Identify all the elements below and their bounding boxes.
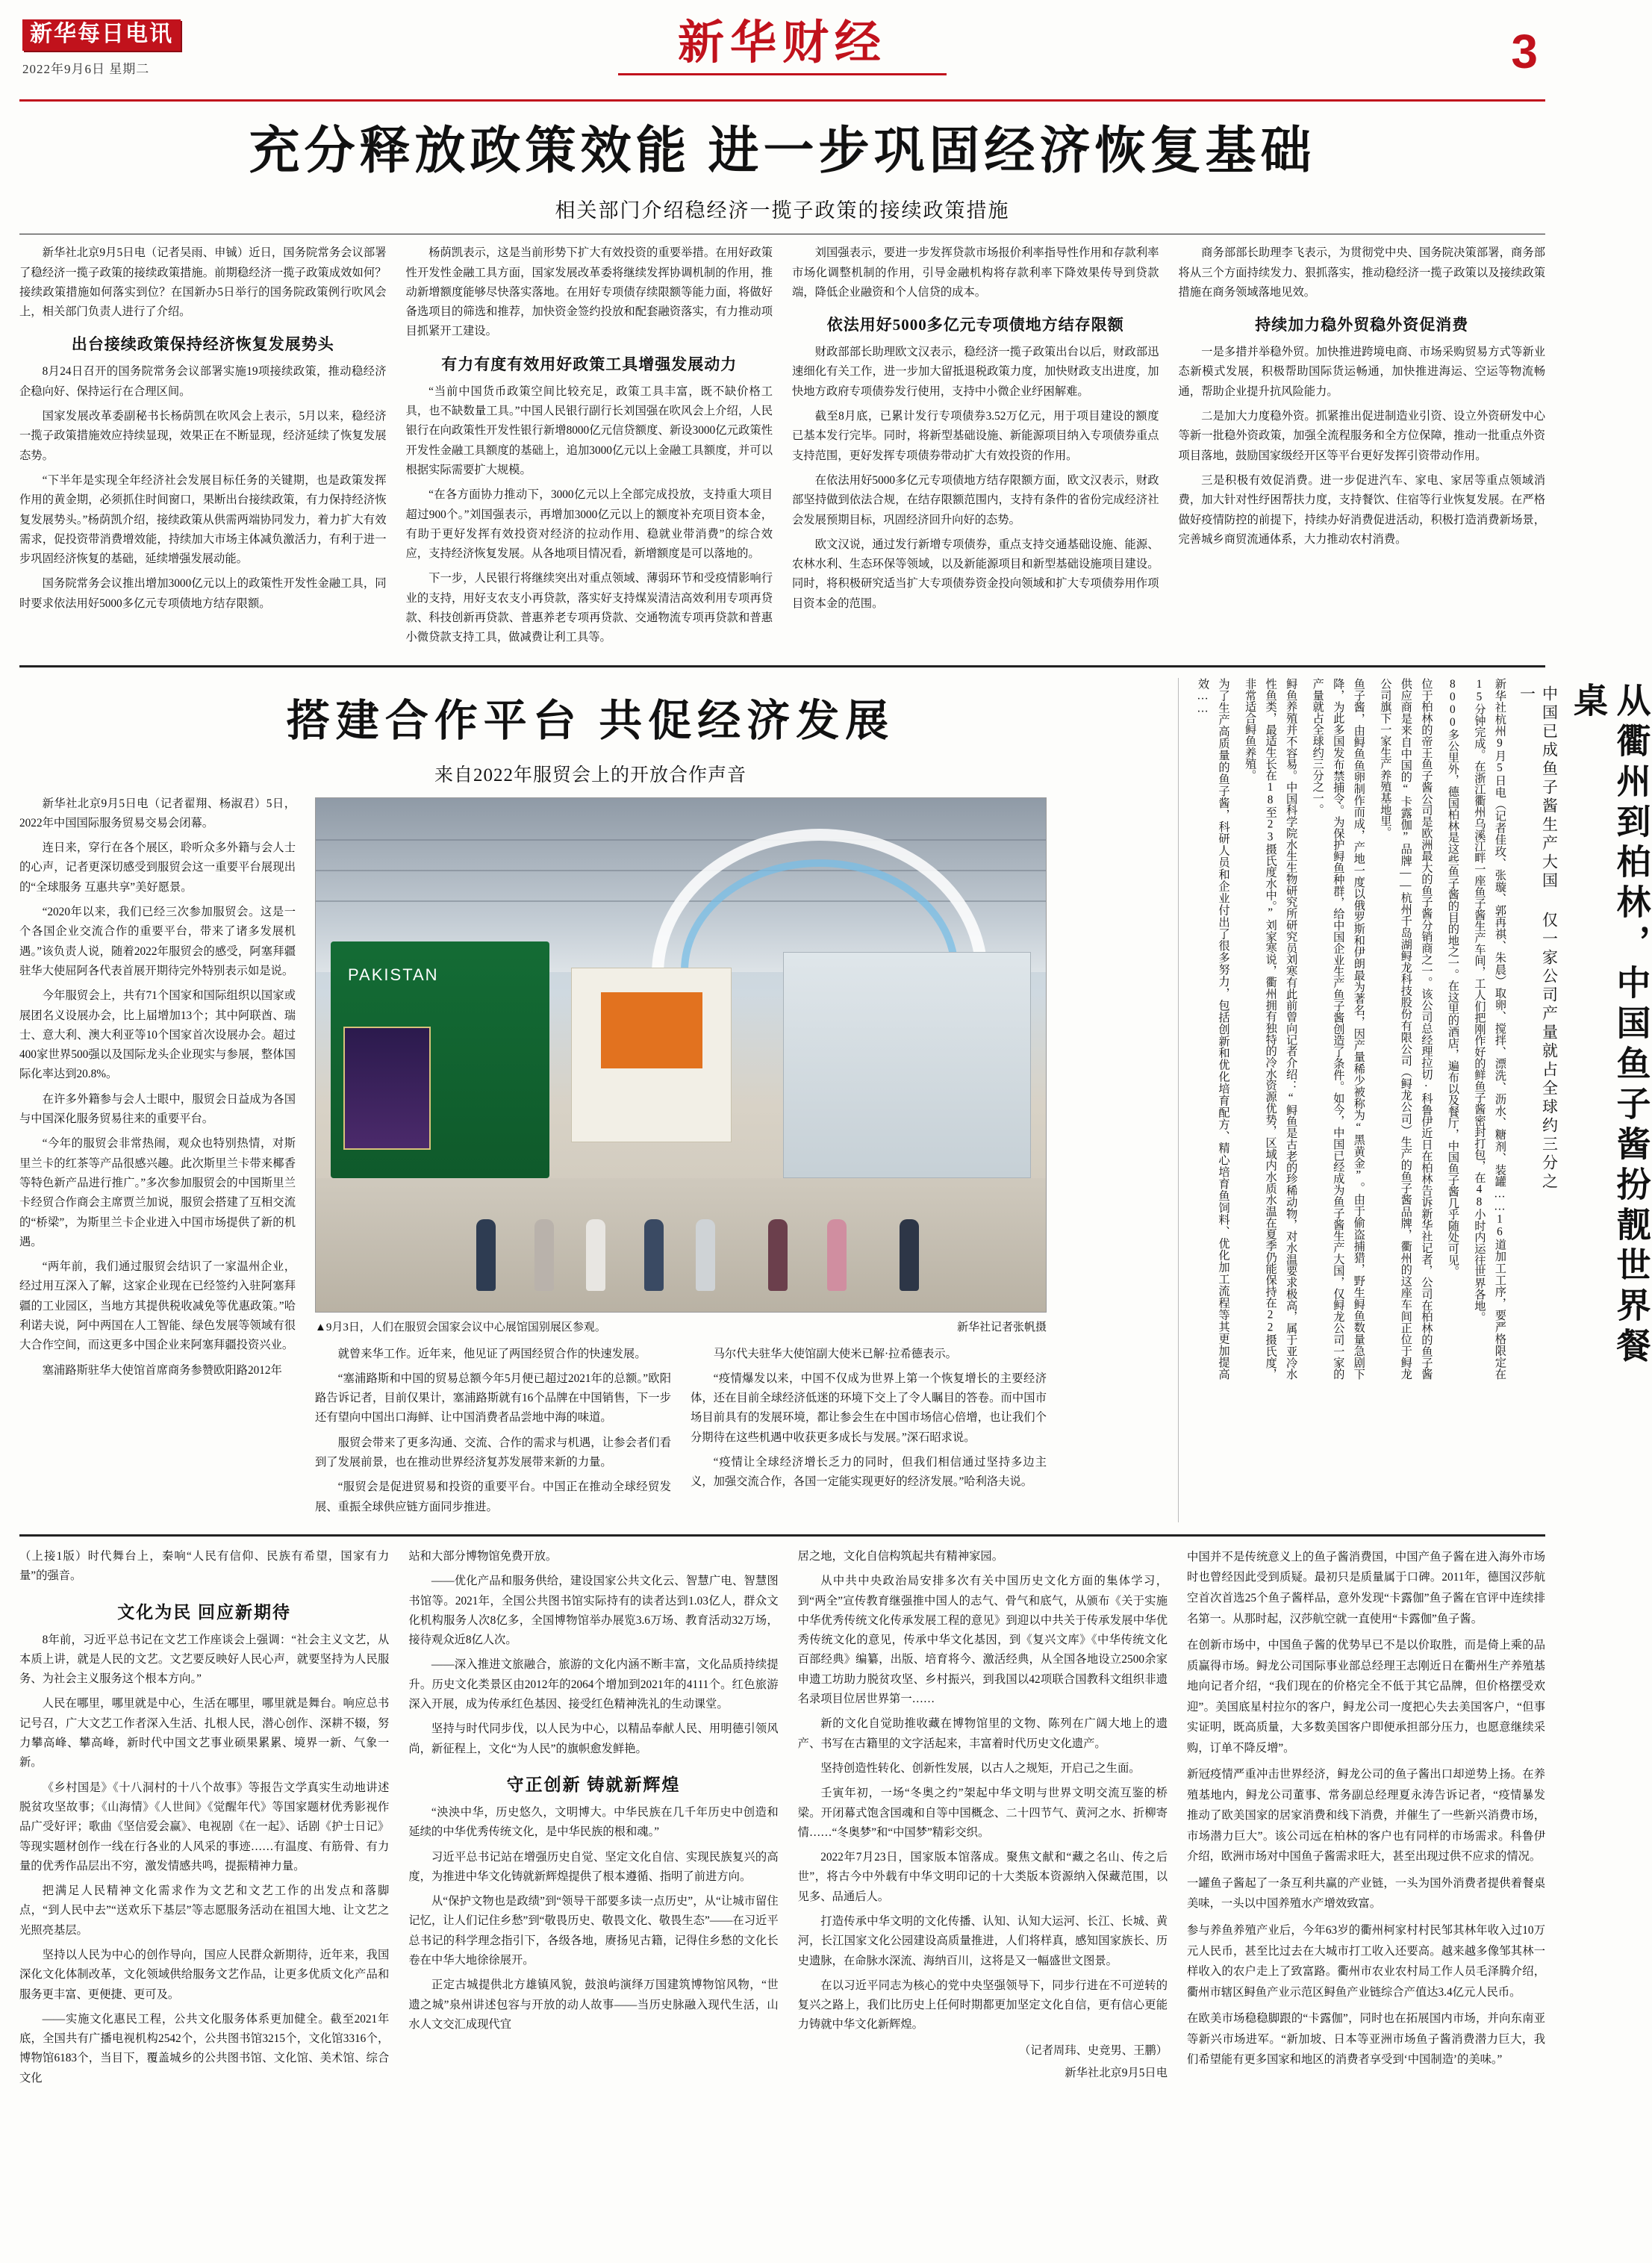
paragraph: “疫情让全球经济增长乏力的同时，但我们相信通过坚持多边主义，加强交流合作，各国一定能实现更好的经济发展。”哈利洛夫说。 [691, 1456, 1047, 1489]
paragraph: 鱼子酱，由鲟鱼鱼卵制作而成，产地一度以俄罗斯和伊朗最为著名，因产量稀少被称为“黑黄金”。由于偷盗捕猎，野生鲟鱼数量急剧下降，为此多国发布禁捕令。为保护鲟鱼种群，给中国企业生产鱼子酱创造了条件。如今，中国已经成为鱼子酱生产大国，仅鲟龙公司一家的产量就占全球约三分之一。 [1311, 677, 1365, 1380]
photo-truss [316, 839, 1046, 841]
paragraph: 位于柏林的帝王鱼子酱公司是欧洲最大的鱼子酱分销商之一。该公司总经理拉切·科鲁伊近日在柏林告诉新华社记者，公司在柏林的鱼子酱供应商是来自中国的“卡露伽”品牌——杭州千岛湖鲟龙科技股份有限公司（鲟龙公司）生产的鱼子酱品牌，衢州的这座车间正位于鲟龙公司旗下一家生产养殖基地里。 [1378, 677, 1433, 1380]
lead-column-3 [792, 243, 1159, 653]
photo-caption-row [315, 1319, 1047, 1334]
bottom-column-1 [19, 1547, 389, 2094]
photo-visitor [900, 1219, 919, 1291]
bottom-column-3 [798, 1547, 1168, 2094]
byline-agency: 新华社北京9月5日电 [1065, 2066, 1168, 2079]
paragraph: 中国并不是传统意义上的鱼子酱消费国，中国产鱼子酱在进入海外市场时也曾经因此受到质疑。最初只是质量属于口碑。2011年，德国汉莎航空首次首选25个鱼子酱样品，意外发现“卡露伽”鱼子酱在官评中连续排名第一。从那时起，汉莎航空就一直使用“卡露伽”鱼子酱。 [1187, 1550, 1545, 1625]
photo-visitor [768, 1219, 788, 1291]
paragraph: 从“保护文物也是政绩”到“领导干部要多读一点历史”，从“让城市留住记忆，让人们记住乡愁”到“敬畏历史、敬畏文化、敬畏生态”——在习近平总书记的科学理念指引下，各级各地，赓扬见古籍，记得住乡愁的文化长卷在中华大地徐徐展开。 [408, 1895, 779, 1967]
subsection-heading: 依法用好5000多亿元专项债地方结存限额 [826, 316, 1124, 334]
continuation-note: （上接1版）时代舞台上，秦响“人民有信仰、民族有希望，国家有力量”的强音。 [19, 1549, 390, 1583]
paragraph: 在创新市场中，中国鱼子酱的优势早已不是以价取胜，而是倚上乘的品质赢得市场。鲟龙公司国际事业部总经理王志刚近日在衢州生产养殖基地向记者介绍，“我们现在的价格完全不低于其它品牌，但价格摆受欢迎”。美国底星村拉尔的客户，鲟龙公司一度把心失去美国客户，“但事实证明，既高质量，大多数美国客户即便承担部分压力，也愿意继续采购，订单不降反增”。 [1187, 1639, 1545, 1755]
divider [19, 1534, 1545, 1537]
paragraph: “疫情爆发以来，中国不仅成为世界上第一个恢复增长的主要经济体，还在目前全球经济低迷的环境下交上了令人瞩目的答卷。而中国市场目前具有的发展环境，都让参会生在中国市场信心倍增，也让我们个分期待在这些机遇中收获更多成长与发展。”深石昭求说。 [691, 1372, 1047, 1444]
photo-booth-middle [571, 968, 732, 1142]
paragraph: 站和大部分博物馆免费开放。 [408, 1549, 558, 1563]
paragraph: 从中共中央政治局安排多次有关中国历史文化方面的集体学习，到“两全”宣传教育继强推中国人的志气、骨气和底气，从颁布《关于实施中华优秀传统文化传承发展工程的意见》到迎以中共关于传承发展中华优秀传统文化的意见，传承中华文化基因，到《复兴文库》《中华传统文化百部经典》编纂，出版、培育将今、激活经典，从全国各地设立2500余家申遗工坊助力脱贫攻坚、乡村振兴，到我国以42项联合国教科文组织非遗名录项目位居世界第一…… [797, 1575, 1168, 1706]
bottom-section-heading: 文化为民 回应新期待 [117, 1602, 292, 1622]
paragraph: 把满足人民精神文化需求作为文艺和文艺工作的出发点和落脚点，“到人民中去”“送欢乐下基层”等志愿服务活动在祖国大地、让文艺之光照亮基层。 [19, 1884, 390, 1937]
paragraph: 一罐鱼子酱起了一条互利共赢的产业链，一头为国外消费者提供着餐桌美味，一头以中国养殖水产增效致富。 [1187, 1876, 1545, 1911]
paragraph: “下半年是实现全年经济社会发展目标任务的关键期，也是政策发挥作用的黄金期，必须抓住时间窗口，果断出台接续政策，有力保持经济恢复发展势头。”杨荫凯介绍，接续政策从供需两端协同发力，着力扩大有效需求，促投资带消费增效能，持续加大市场主体减负激活力，有利于进一步巩固经济恢复的基础，延续增强发展动能。 [19, 473, 387, 566]
paragraph: 正定古城提供北方雄镇风貌，鼓浪屿演绎万国建筑博物馆风物，“世遗之城”泉州讲述包容与开放的动人故事——当历史脉融入现代生活，山水人文交汇成现代宜 [408, 1979, 779, 2031]
paragraph: “泱泱中华，历史悠久，文明博大。中华民族在几千年历史中创造和延续的中华优秀传统文化，是中华民族的根和魂。” [408, 1805, 779, 1839]
lead-column-1 [19, 243, 387, 653]
photo-visitor [827, 1219, 847, 1291]
paragraph: 连日来，穿行在各个展区，聆听众多外籍与会人士的心声，记者更深切感受到服贸会这一重要平台展现出的“全球服务 互惠共享”美好愿景。 [19, 841, 296, 894]
paragraph: 坚持与时代同步伐，以人民为中心，以精品奉献人民、用明德引领风尚，新征程上，文化“为人民”的旗帜愈发鲜艳。 [408, 1722, 779, 1755]
paragraph: 二是加大力度稳外资。抓紧推出促进制造业引资、设立外资研发中心等新一批稳外资政策，加强全流程服务和全方位保障，推动一批重点外资项目落地，鼓励国家级经开区等平台更好发挥引资带动作用。 [1178, 410, 1545, 462]
paragraph: 新华社北京9月5日电（记者吴雨、申铖）近日，国务院常务会议部署了稳经济一揽子政策的接续政策措施。前期稳经济一揽子政策成效如何？接续政策措施如何落实到位？在国新办5日举行的国务院政策例行吹风会上，相关部门负责人进行了介绍。 [19, 246, 387, 319]
paragraph: 新华社杭州9月5日电（记者佳玫、张璇、郭再祺、朱晨）取卵、搅拌、漂洗、沥水、糖剂、装罐……16道加工工序，要严格限定在15分钟完成。在浙江衢州乌溪江畔一座鱼子酱生产车间，工人们把刚作好的鲜鱼子酱密封打包，在48小时内运往世界各地。 [1472, 677, 1506, 1380]
masthead [19, 13, 1545, 102]
subsection-heading: 有力有度有效用好政策工具增强发展动力 [441, 355, 738, 373]
paragraph: 新冠疫情严重冲击世界经济，鲟龙公司的鱼子酱出口却逆势上扬。在养殖基地内，鲟龙公司董事、常务副总经理夏永涛告诉记者，“疫情暴发推动了欧美国家的居家消费和线下消费，并催生了一些新兴消费市场，市场潜力巨大”。该公司远在柏林的客户也有同样的市场需求。科鲁伊介绍，欧洲市场对中国鱼子酱需求旺大，甚至出现过供不应求的情况。 [1187, 1768, 1545, 1864]
divider [19, 665, 1545, 667]
paragraph: “两年前，我们通过服贸会结识了一家温州企业，经过用互深入了解，这家企业现在已经签约入驻阿塞拜疆的工业园区，当地方其提供税收减免等优惠政策。”哈利诺夫说，阿中两国在人工智能、绿色发展等领域有很大合作空间，而这更多中国企业来阿塞拜疆投资兴业。 [19, 1260, 296, 1352]
title-rule [618, 73, 947, 75]
feature-body [19, 794, 1162, 1522]
bottom-article [19, 1547, 1545, 2094]
paragraph: 参与养鱼养殖产业后，今年63岁的衢州柯家村村民邹其林年收入过10万元人民币，甚至比过去在大城市打工收入还要高。越来越多像邹其林一样收入的农户走上了致富路。衢州市农业农村局工作人员毛泽腾介绍，衢州市辖区鲟鱼产业示范区鲟鱼产业链综合产值达3.4亿元人民币。 [1187, 1923, 1545, 1999]
photo-visitor [696, 1219, 715, 1291]
paragraph: 塞浦路斯驻华大使馆首席商务参赞欧阳路2012年 [42, 1363, 282, 1377]
paragraph: 就曾来华工作。近年来，他见证了两国经贸合作的快速发展。 [337, 1347, 646, 1360]
lead-column-2 [406, 243, 773, 653]
lead-headline: 充分释放政策效能 进一步巩固经济恢复基础 [249, 122, 1316, 179]
paragraph: 为了生产高质量的鱼子酱，科研人员和企业付出了很多努力，包括创新和优化培育配方、精心培育鱼饲料、优化加工流程等其更加提高效…… [1196, 677, 1230, 1380]
feature-text-column-1 [19, 794, 296, 1522]
section-title: 新华财经 [677, 18, 887, 69]
paragraph: ——优化产品和服务供给，建设国家公共文化云、智慧广电、智慧图书馆等。2021年，全国公共图书馆实际持有的读者达到1.03亿人，群众文化机构服务人次8亿多，全国博物馆举办展览3.6万场、教育活动32万场，接待观众近8亿人次。 [408, 1575, 779, 1647]
paragraph: 壬寅年初，一场“冬奥之约”架起中华文明与世界文明交流互鉴的桥梁。开闭幕式饱含国魂和自等中国概念、二十四节气、黄河之水、折柳寄情……“冬奥梦”和“中国梦”精彩交织。 [797, 1787, 1168, 1839]
vertical-feature [1178, 678, 1652, 1522]
feature-article [19, 678, 1162, 1522]
paragraph: “当前中国货币政策空间比较充足，政策工具丰富，既不缺价格工具，也不缺数量工具。”中国人民银行副行长刘国强在吹风会上介绍，人民银行在向政策性开发性银行新增8000亿元信贷额度、新设3000亿元政策性开发性金融工具额度的基础上，追加3000亿元以上金融工具额度，并可以根据实际需要扩大规模。 [405, 385, 773, 476]
paragraph: 下一步，人民银行将继续突出对重点领域、薄弱环节和受疫情影响行业的支持，用好支农支小再贷款，落实好支持煤炭清洁高效利用专项再贷款、科技创新再贷款、普惠养老专项再贷款、交通物流专项再贷款和普惠小微贷款支持工具，做减费让利工具等。 [405, 572, 773, 644]
lead-columns [19, 243, 1545, 653]
paragraph: 8年前，习近平总书记在文艺工作座谈会上强调：“社会主义文艺，从本质上讲，就是人民的文艺。文艺要反映好人民心声，就要坚持为人民服务、为社会主义服务这个根本方向。” [19, 1633, 390, 1686]
lead-column-4 [1179, 243, 1546, 653]
exhibition-photo [315, 797, 1047, 1313]
feature-headline-block [19, 685, 1162, 787]
feature-text-column-3 [691, 1345, 1047, 1522]
feature-subhead: 来自2022年服贸会上的开放合作声音 [434, 765, 746, 785]
paragraph: 服贸会带来了更多沟通、交流、合作的需求与机遇，让参会者们看到了发展前景，也在推动世界经济复苏发展带来新的力量。 [315, 1436, 671, 1469]
subsection-heading: 持续加力稳外贸稳外资促消费 [1255, 316, 1469, 334]
photo-booth-panel [343, 1027, 431, 1150]
photo-caption: ▲9月3日，人们在服贸会国家会议中心展馆国别展区参观。 [315, 1321, 606, 1333]
feature-text-column-2 [315, 1345, 671, 1522]
paragraph: 在依法用好5000多亿元专项债地方结存限额方面，欧文汉表示，财政部坚持做到依法合规，在结存限额范围内，支持有条件的省份完成经济社会发展预期目标，巩固经济回升向好的态势。 [792, 473, 1159, 526]
paragraph: 刘国强表示，要进一步发挥贷款市场报价利率指导性作用和存款利率市场化调整机制的作用，引导金融机构将存款利率下降效果传导到贷款端，降低企业融资和个人信贷的成本。 [792, 246, 1159, 299]
paragraph: 新华社北京9月5日电（记者翟翔、杨淑君）5日，2022年中国国际服务贸易交易会闭幕。 [19, 797, 296, 829]
paragraph: ——深入推进文旅融合，旅游的文化内涵不断丰富，文化品质持续提升。历史文化类景区由2012年的2064个增加到2021年的4111个。红色旅游深入开展，成为传承红色基因、接受红色精神洗礼的生动课堂。 [408, 1658, 779, 1711]
paragraph: 三是积极有效促消费。进一步促进汽车、家电、家居等重点领域消费，加大针对性纾困帮扶力度，支持餐饮、住宿等行业恢复发展。在严格做好疫情防控的前提下，持续办好消费促进活动，积极打造消费新场景，完善城乡商贸流通体系，大力推动农村消费。 [1178, 473, 1545, 546]
paragraph: 欧文汉说，通过发行新增专项债券，重点支持交通基础设施、能源、农林水利、生态环保等领域，以及新能源项目和新型基础设施项目建设。同时，将积极研究适当扩大专项债券资金投向领域和扩大专项债券用作项目资本金的范围。 [792, 538, 1159, 610]
paragraph: 2022年7月23日，国家版本馆落成。聚焦文献和“藏之名山、传之后世”，将古今中外载有中华文明印记的十大类版本资源纳入保藏范围，以见多、品通后人。 [797, 1851, 1168, 1903]
photo-booth-right [783, 952, 1032, 1178]
photo-visitor [534, 1219, 554, 1291]
paragraph: 8000多公里外，德国柏林是这些鱼子酱的目的地之一。在这里的酒店，遍布以及餐厅，中国鱼子酱几乎随处可见。 [1446, 677, 1459, 1277]
paragraph: “塞浦路斯和中国的贸易总额今年5月便已超过2021年的总额。”欧阳路告诉记者，目前仅果计，塞浦路斯就有16个品牌在中国销售，下一步还有望向中国出口海鲜、让中国消费者品尝地中海的味道。 [315, 1372, 671, 1425]
vertical-feature-columns [1192, 678, 1652, 1384]
lead-headline-block [19, 121, 1545, 223]
paragraph: “今年的服贸会非常热闹，观众也特别热情，对斯里兰卡的红茶等产品很感兴趣。此次斯里兰卡带来椰香等特色新产品进行推广。”多次参加服贸会的中国斯里兰卡经贸合作商会主席贾兰加说，服贸会搭建了互相交流的“桥梁”，为斯里兰卡企业进入中国市场提供了新的机遇。 [19, 1137, 296, 1248]
newspaper-logo: 新华每日电讯 [22, 19, 181, 51]
paragraph: 人民在哪里，哪里就是中心，生活在哪里，哪里就是舞台。响应总书记号召，广大文艺工作者深入生活、扎根人民，潜心创作、深耕不辍，努力攀高峰、攀高峰，新时代中国文艺事业硕果累累、境界一新、气象一新。 [19, 1697, 390, 1769]
paragraph: 一是多措并举稳外贸。加快推进跨境电商、市场采购贸易方式等新业态新模式发展，积极帮助国际货运畅通，加快推进海运、空运等物流畅通，帮助企业提升抗风险能力。 [1178, 346, 1545, 398]
paragraph: 8月24日召开的国务院常务会议部署实施19项接续政策，推动稳经济企稳向好、保持运行在合理区间。 [19, 365, 387, 398]
paragraph: 打造传承中华文明的文化传播、认知、认知大运河、长江、长城、黄河，长江国家文化公园建设高质量推进，人们将样真，感知国家族长、历史遗脉，在命脉水深流、海纳百川，这将是又一幅盛世文图景。 [797, 1915, 1168, 1967]
paragraph: 在以习近平同志为核心的党中央坚强领导下，同步行进在不可逆转的复兴之路上，我们比历史上任何时期都更加坚定文化自信，更有信心更能力铸就中华文化新辉煌。 [797, 1979, 1168, 2032]
paragraph: 坚持以人民为中心的创作导向，国应人民群众新期待，近年来，我国深化文化体制改革，文化领域供给服务文艺作品，让更多优质文化产品和服务更丰富、更便捷、更可及。 [19, 1949, 390, 2001]
paragraph: 在欧美市场稳稳脚跟的“卡露伽”，同时也在拓展国内市场，并向东南亚等新兴市场进军。“新加坡、日本等亚洲市场鱼子酱消费潜力巨大，我们希望能有更多国家和地区的消费者享受到‘中国制造’的美味。” [1187, 2012, 1545, 2067]
paragraph: 截至8月底，已累计发行专项债券3.52万亿元，用于项目建设的额度已基本发行完毕。同时，将新型基础设施、新能源项目纳入专项债券重点支持范围，更好发挥专项债券带动扩大有效投资的作用。 [792, 410, 1159, 462]
paragraph: 新的文化自觉助推收藏在博物馆里的文物、陈列在广阔大地上的遗产、书写在古籍里的文字活起来，丰富着时代历史文化遗产。 [797, 1717, 1168, 1750]
publication-date: 2022年9月6日 星期二 [22, 61, 150, 76]
photo-credit: 新华社记者张帆摄 [956, 1321, 1047, 1333]
paragraph: 在许多外籍参与会人士眼中，服贸会日益成为各国与中国深化服务贸易往来的重要平台。 [19, 1092, 296, 1126]
paragraph: 居之地，文化自信构筑起共有精神家园。 [797, 1549, 1004, 1563]
photo-visitor [476, 1219, 496, 1291]
paragraph: 商务部部长助理李飞表示，为贯彻党中央、国务院决策部署，商务部将从三个方面持续发力、狠抓落实，推动稳经济一揽子政策以及接续政策措施在商务领域落地见效。 [1178, 246, 1545, 299]
bottom-column-4 [1187, 1547, 1545, 2094]
paragraph: 坚持创造性转化、创新性发展，以古人之规矩，开启己之生面。 [820, 1761, 1141, 1775]
paragraph: 鲟鱼养殖并不容易。中国科学院水生生物研究所研究员刘寒有此前曾向记者介绍：“鲟鱼是古老的珍稀动物，对水温要求极高，属于亚冷水性鱼类，最适生长在18至23摄氏度水中。”刘家寒说，衢州拥有独特的冷水资源优势，区域内水质水温在夏季仍能保持在22摄氏度，非常适合鲟鱼养殖。 [1243, 677, 1297, 1380]
photo-visitor [644, 1219, 664, 1291]
paragraph: 财政部部长助理欧文汉表示，稳经济一揽子政策出台以后，财政部迅速细化有关工作，进一步加大留抵退税政策力度，加快财政支出进度，加快地方政府专项债券发行使用，支持中小微企业纾困解难。 [792, 346, 1159, 398]
lead-subhead: 相关部门介绍稳经济一揽子政策的接续政策措施 [555, 199, 1010, 222]
photo-visitor [586, 1219, 605, 1291]
subsection-heading: 出台接续政策保持经济恢复发展势头 [71, 335, 334, 354]
vertical-feature-headline: 从衢州到柏林，中国鱼子酱扮靓世界餐桌 [1568, 682, 1651, 1368]
masthead-center [618, 18, 947, 75]
paragraph: ——实施文化惠民工程，公共文化服务体系更加健全。截至2021年底，全国共有广播电视机构2542个，公共图书馆3215个，文化馆3316个，博物馆6183个，当目下，覆盖城乡的公共图书馆、文化馆、美术馆、综合文化 [19, 2012, 390, 2085]
paragraph: 马尔代夫驻华大使馆副大使米已解·拉希德表示。 [713, 1347, 957, 1360]
byline-reporters: （记者周玮、史竞男、王鹏） [1019, 2043, 1168, 2057]
paragraph: 国务院常务会议推出增加3000亿元以上的政策性开发性金融工具，同时要求依法用好5000多亿元专项债地方结存限额。 [19, 577, 387, 610]
photo-booth-left [331, 941, 549, 1177]
bottom-columns [19, 1547, 1545, 2094]
feature-headline: 搭建合作平台 共促经济发展 [286, 696, 895, 745]
paragraph: “服贸会是促进贸易和投资的重要平台。中国正在推动全球经贸发展、重振全球供应链方面同步推进。 [315, 1481, 671, 1513]
paragraph: 今年服贸会上，共有71个国家和国际组织以国家或展团名义设展办会，比上届增加13个；其中阿联酋、瑞士、意大利、澳大利亚等10个国家首次设展办会。超过400家世界500强以及国际龙头企业现实与参展，整体国际化率达到20.8%。 [19, 989, 296, 1081]
photo-booth-banner [601, 992, 702, 1068]
bottom-column-2 [408, 1547, 778, 2094]
feature-photo-column [315, 794, 1047, 1522]
vertical-feature-subhead: 中国已成鱼子酱生产大国 仅一家公司产量就占全球约三分之一 [1518, 685, 1559, 1192]
photo-floor [316, 1178, 1046, 1312]
bottom-section-heading: 守正创新 铸就新辉煌 [506, 1775, 681, 1794]
photo-box [315, 797, 1047, 1334]
paragraph: 杨荫凯表示，这是当前形势下扩大有效投资的重要举措。在用好政策性开发性金融工具方面，国家发展改革委将继续发挥协调机制的作用，推动新增额度能够尽快落实落地。在用好专项债存续限额等能力面，将做好备选项目的筛选和推荐，加快资金签约投放和配套融资落实，有力推动项目抓紧开工建设。 [405, 246, 773, 338]
page-number: 3 [1511, 25, 1538, 78]
masthead-left [22, 19, 246, 77]
middle-region [19, 677, 1651, 1522]
paragraph: 习近平总书记站在增强历史自觉、坚定文化自信、实现民族复兴的高度，为推进中华文化铸就新辉煌提供了根本遵循、指明了前进方向。 [408, 1850, 779, 1883]
paragraph: 国家发展改革委副秘书长杨荫凯在吹风会上表示，5月以来，稳经济一揽子政策措施效应持续显现，效果正在不断显现，经济延续了恢复发展态势。 [19, 410, 387, 462]
paragraph: “在各方面协力推动下，3000亿元以上全部完成投放，支持重大项目超过900个。”刘国强表示，再增加3000亿元以上的额度补充项目资本金，有助于更好发挥有效投资对经济的拉动作用、稳就业带消费”的综合效应，支持经济恢复发展。从各地项目情况看，新增额度是可以落地的。 [405, 488, 773, 561]
paragraph: 《乡村国是》《十八洞村的十八个故事》等报告文学真实生动地讲述脱贫攻坚故事；《山海情》《人世间》《觉醒年代》等国家题材优秀影视作品广受好评；歌曲《坚信爱会赢》、电视剧《在一起》、话剧《护士日记》等现实题材创作一线在行各业的人风采的事迹……有温度、有筋骨、有力量的优秀作品层出不穷，激发情感共鸣，提振精神力量。 [19, 1781, 390, 1873]
feature-lower-columns [315, 1345, 1047, 1522]
paragraph: “2020年以来，我们已经三次参加服贸会。这是一个各国企业交流合作的重要平台，带来了诸多发展机遇。”该负责人说，随着2022年服贸会的感受，阿塞拜疆驻华大使屈阿各代表首展开期待完外特别表示如是说。 [19, 906, 296, 977]
photo-booth-sign: PAKISTAN [348, 965, 439, 984]
